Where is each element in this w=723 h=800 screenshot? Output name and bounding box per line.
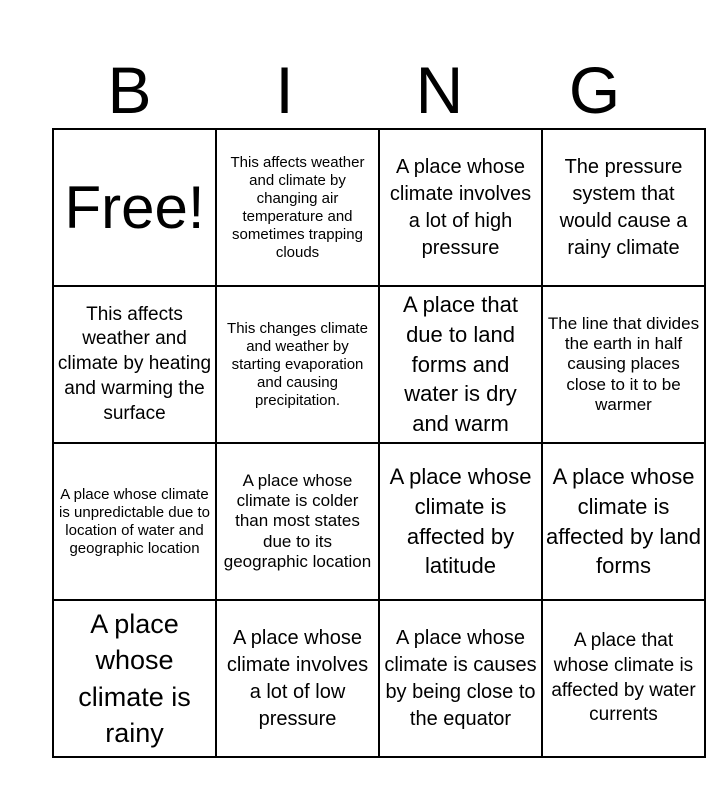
bingo-header [52, 52, 672, 128]
header-letter-g: G [568, 53, 621, 127]
bingo-cell [216, 129, 379, 286]
cell-clue: The line that divides the earth in half causing places close to it to be warmer [547, 313, 700, 415]
bingo-cell [379, 129, 542, 286]
cell-clue: The pressure system that would cause a rainy climate [559, 155, 688, 259]
cell-clue: A place whose climate involves a lot of low pressure [226, 626, 369, 730]
cell-clue: A place whose climate involves a lot of high pressure [389, 155, 532, 259]
cell-clue: A place that due to land forms and water is dry and warm [403, 292, 518, 437]
bingo-row [53, 600, 705, 757]
header-letter-i: I [275, 53, 294, 127]
bingo-grid [52, 128, 706, 758]
bingo-row [53, 286, 705, 443]
bingo-row [53, 443, 705, 600]
bingo-cell [542, 286, 705, 443]
bingo-cell [542, 443, 705, 600]
free-space-label: Free! [64, 173, 205, 241]
bingo-cell [216, 443, 379, 600]
cell-clue: This affects weather and climate by heating and warming the surface [57, 303, 212, 424]
cell-clue: A place whose climate is colder than most states due to its geographic location [223, 470, 372, 572]
cell-clue: A place whose climate is unpredictable due to location of water and geographic location [59, 485, 210, 557]
bingo-cell [379, 286, 542, 443]
header-letter-b: B [107, 53, 152, 127]
bingo-cell [53, 286, 216, 443]
cell-clue: A place whose climate is affected by latitude [389, 464, 532, 579]
bingo-cell [379, 600, 542, 757]
bingo-cell [53, 600, 216, 757]
bingo-row [53, 129, 705, 286]
bingo-cell [53, 443, 216, 600]
cell-clue: A place whose climate is causes by being close to the equator [384, 626, 537, 730]
cell-clue: This affects weather and climate by changing air temperature and sometimes trapping clouds [230, 153, 365, 261]
bingo-cell [379, 443, 542, 600]
cell-clue: A place whose climate is rainy [78, 608, 191, 748]
cell-clue: A place whose climate is affected by land forms [546, 464, 701, 579]
cell-clue: A place that whose climate is affected by water currents [551, 630, 696, 726]
header-letter-n: N [415, 53, 464, 127]
bingo-cell [542, 129, 705, 286]
bingo-cell [216, 600, 379, 757]
cell-clue: This changes climate and weather by starting evaporation and causing precipitation. [227, 319, 368, 409]
bingo-cell [216, 286, 379, 443]
bingo-cell-free [53, 129, 216, 286]
bingo-cell [542, 600, 705, 757]
